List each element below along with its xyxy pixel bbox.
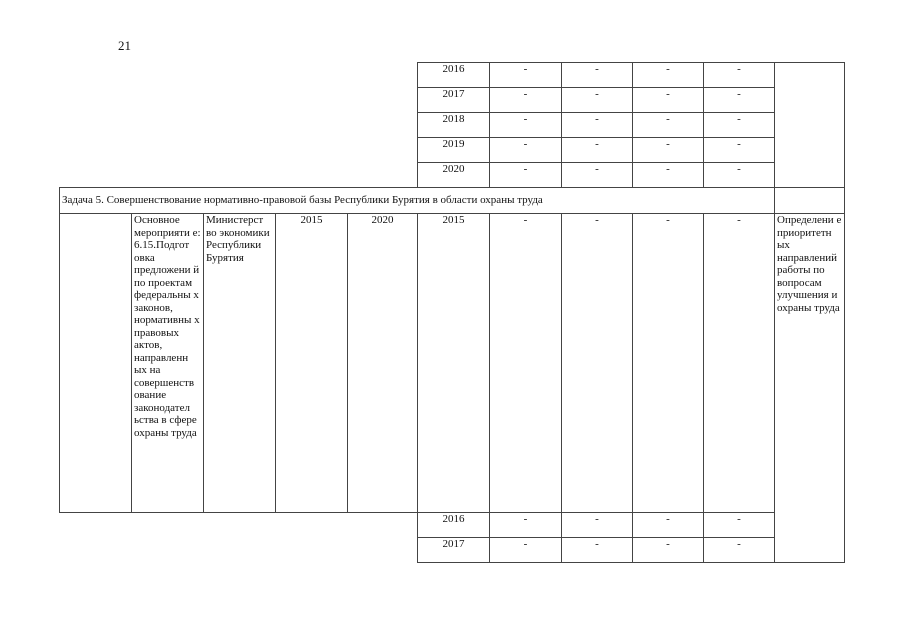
value-cell: - — [704, 113, 775, 138]
table-row — [60, 513, 845, 538]
value-cell: - — [633, 63, 704, 88]
year-cell: 2016 — [418, 513, 490, 538]
year-cell: 2018 — [418, 113, 490, 138]
task-result-cell — [775, 188, 845, 214]
year-cell: 2017 — [418, 538, 490, 563]
page-number: 21 — [118, 38, 131, 53]
value-cell: - — [562, 513, 633, 538]
value-cell: - — [490, 538, 562, 563]
activity-executor: Министерст во экономики Республики Бурятия — [204, 214, 276, 513]
activity-name: Основное мероприяти е: 6.15.Подгот овка предложени й по проектам федеральны х законов, нормативны х правовых актов, направленн ых на совершенств ование законодател ьства в сфере охраны труда — [132, 214, 204, 513]
value-cell: - — [704, 88, 775, 113]
year-cell: 2016 — [418, 63, 490, 88]
value-cell: - — [704, 538, 775, 563]
table-row — [60, 163, 845, 188]
year-cell: 2019 — [418, 138, 490, 163]
value-cell: - — [562, 214, 633, 513]
value-cell: - — [562, 538, 633, 563]
activity-start: 2015 — [276, 214, 348, 513]
value-cell: - — [490, 163, 562, 188]
value-cell: - — [704, 214, 775, 513]
year-cell: 2015 — [418, 214, 490, 513]
result-cell-upper — [775, 63, 845, 188]
value-cell: - — [633, 88, 704, 113]
task-title: Задача 5. Совершенствование нормативно-правовой базы Республики Бурятия в области охраны труда — [60, 188, 775, 214]
table-row — [60, 138, 845, 163]
activity-result: Определени е приоритетн ых направлений работы по вопросам улучшения и охраны труда — [775, 214, 845, 563]
index-cell — [60, 214, 132, 513]
value-cell: - — [704, 138, 775, 163]
value-cell: - — [490, 113, 562, 138]
activity-row — [60, 214, 845, 513]
table-row — [60, 63, 845, 88]
value-cell: - — [562, 138, 633, 163]
value-cell: - — [490, 63, 562, 88]
value-cell: - — [490, 138, 562, 163]
value-cell: - — [704, 63, 775, 88]
task-row — [60, 188, 845, 214]
table-row — [60, 88, 845, 113]
value-cell: - — [633, 538, 704, 563]
value-cell: - — [490, 214, 562, 513]
value-cell: - — [490, 88, 562, 113]
table-row — [60, 113, 845, 138]
table-row — [60, 538, 845, 563]
value-cell: - — [704, 163, 775, 188]
value-cell: - — [633, 513, 704, 538]
value-cell: - — [562, 63, 633, 88]
year-cell: 2020 — [418, 163, 490, 188]
program-table — [59, 62, 845, 563]
value-cell: - — [562, 113, 633, 138]
value-cell: - — [562, 88, 633, 113]
value-cell: - — [633, 214, 704, 513]
value-cell: - — [490, 513, 562, 538]
value-cell: - — [704, 513, 775, 538]
year-cell: 2017 — [418, 88, 490, 113]
activity-end: 2020 — [348, 214, 418, 513]
value-cell: - — [562, 163, 633, 188]
value-cell: - — [633, 163, 704, 188]
value-cell: - — [633, 113, 704, 138]
value-cell: - — [633, 138, 704, 163]
